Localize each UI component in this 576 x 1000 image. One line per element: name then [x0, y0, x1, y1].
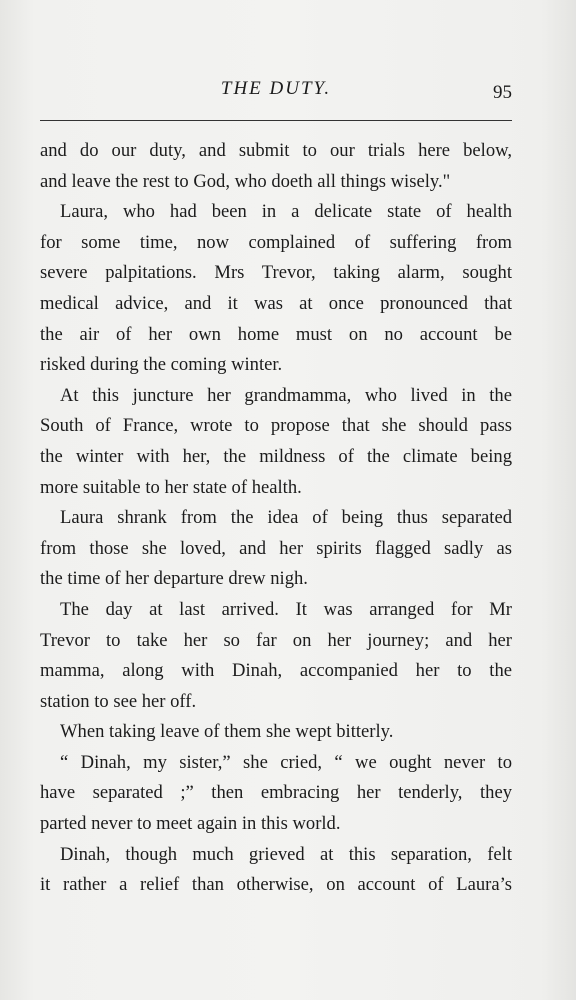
text-line: parted never to meet again in this world.: [40, 813, 341, 835]
text-line: At this juncture her grandmamma, who lived in the: [60, 384, 512, 406]
page-header: [40, 78, 512, 108]
running-title: THE DUTY.: [220, 78, 332, 99]
text-line: medical advice, and it was at once pronounced that: [40, 292, 512, 314]
text-line: and do our duty, and submit to our trials here below,: [40, 140, 512, 161]
text-line: Laura shrank from the idea of being thus separated: [60, 507, 512, 529]
text-line: from those she loved, and her spirits flagged sadly as: [40, 537, 512, 559]
text-line: more suitable to her state of health.: [40, 476, 302, 498]
text-line: Dinah, though much grieved at this separation, felt: [60, 843, 512, 865]
text-line: Trevor to take her so far on her journey; and her: [40, 629, 512, 651]
page-number: 95: [493, 82, 512, 103]
text-line: and leave the rest to God, who doeth all things wisely.": [40, 170, 451, 192]
text-line: When taking leave of them she wept bitterly.: [60, 721, 394, 743]
body-text: [40, 136, 512, 901]
text-line: the air of her own home must on no account be: [40, 323, 512, 345]
text-line: station to see her off.: [40, 690, 197, 712]
text-line: risked during the coming winter.: [40, 354, 283, 376]
text-line: mamma, along with Dinah, accompanied her to the: [40, 660, 512, 682]
text-line: Laura, who had been in a delicate state of health: [60, 201, 512, 223]
header-rule: [40, 120, 512, 121]
text-line: have separated ;” then embracing her tenderly, they: [40, 782, 512, 804]
text-line: the winter with her, the mildness of the climate being: [40, 445, 512, 467]
text-line: “ Dinah, my sister,” she cried, “ we ought never to: [60, 751, 512, 773]
text-line: the time of her departure drew nigh.: [40, 568, 308, 590]
text-line: it rather a relief than otherwise, on account of Laura’s: [40, 874, 512, 896]
text-line: The day at last arrived. It was arranged for Mr: [60, 598, 512, 620]
text-line: severe palpitations. Mrs Trevor, taking alarm, sought: [40, 262, 512, 284]
text-line: for some time, now complained of suffering from: [40, 231, 512, 253]
text-line: South of France, wrote to propose that she should pass: [40, 415, 512, 437]
